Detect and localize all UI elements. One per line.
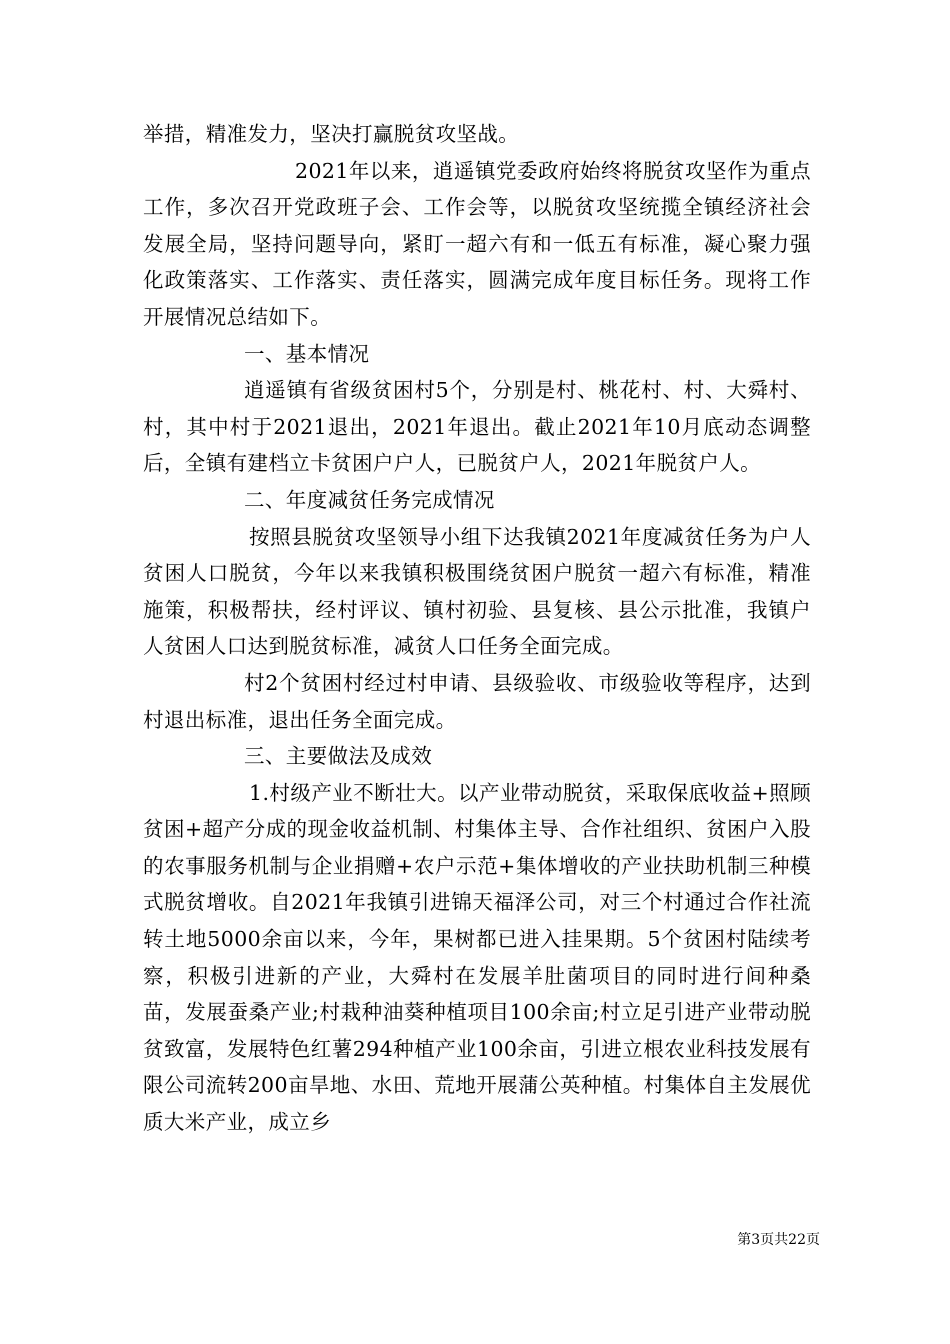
paragraph-annual-task: 按照县脱贫攻坚领导小组下达我镇2021年度减贫任务为户人贫困人口脱贫，今年以来我镇积极围绕贫困户脱贫一超六有标准，精准施策，积极帮扶，经村评议、镇村初验、县复核、县公示批准，我镇户人贫困人口达到脱贫标准，减贫人口任务全面完成。 (143, 524, 811, 659)
paragraph-continued: 举措，精准发力，坚决打赢脱贫攻坚战。 (143, 122, 520, 146)
section-heading-basic: 一、基本情况 (244, 341, 370, 366)
page-number-footer: 第3页共22页 (737, 1232, 820, 1248)
paragraph-basic-info: 逍遥镇有省级贫困村5个，分别是村、桃花村、村、大舜村、村，其中村于2021退出，2021年退出。截止2021年10月底动态调整后，全镇有建档立卡贫困户户人，已脱贫户人，2021年脱贫户人。 (143, 378, 811, 476)
paragraph-industry: 1.村级产业不断壮大。以产业带动脱贫，采取保底收益+照顾贫困+超产分成的现金收益机制、村集体主导、合作社组织、贫困户入股的农事服务机制与企业捐赠+农户示范+集体增收的产业扶助机制三种模式脱贫增收。自2021年我镇引进锦天福泽公司，对三个村通过合作社流转土地5000余亩以来，今年，果树都已进入挂果期。5个贫困村陆续考察，积极引进新的产业，大舜村在发展羊肚菌项目的同时进行间种桑苗，发展蚕桑产业;村栽种油葵种植项目100余亩;村立足引进产业带动脱贫致富，发展特色红薯294种植产业100余亩，引进立根农业科技发展有限公司流转200亩旱地、水田、荒地开展蒲公英种植。村集体自主发展优质大米产业，成立乡 (143, 780, 811, 1135)
paragraph-intro: 2021年以来，逍遥镇党委政府始终将脱贫攻坚作为重点工作，多次召开党政班子会、工作会等，以脱贫攻坚统揽全镇经济社会发展全局，坚持问题导向，紧盯一超六有和一低五有标准，凝心聚力强化政策落实、工作落实、责任落实，圆满完成年度目标任务。现将工作开展情况总结如下。 (143, 158, 811, 329)
document-body (143, 116, 811, 1141)
paragraph-village-exit: 村2个贫困村经过村申请、县级验收、市级验收等程序，达到村退出标准，退出任务全面完成。 (143, 670, 811, 732)
section-heading-annual-task: 二、年度减贫任务完成情况 (244, 487, 495, 512)
section-heading-measures: 三、主要做法及成效 (244, 744, 433, 769)
